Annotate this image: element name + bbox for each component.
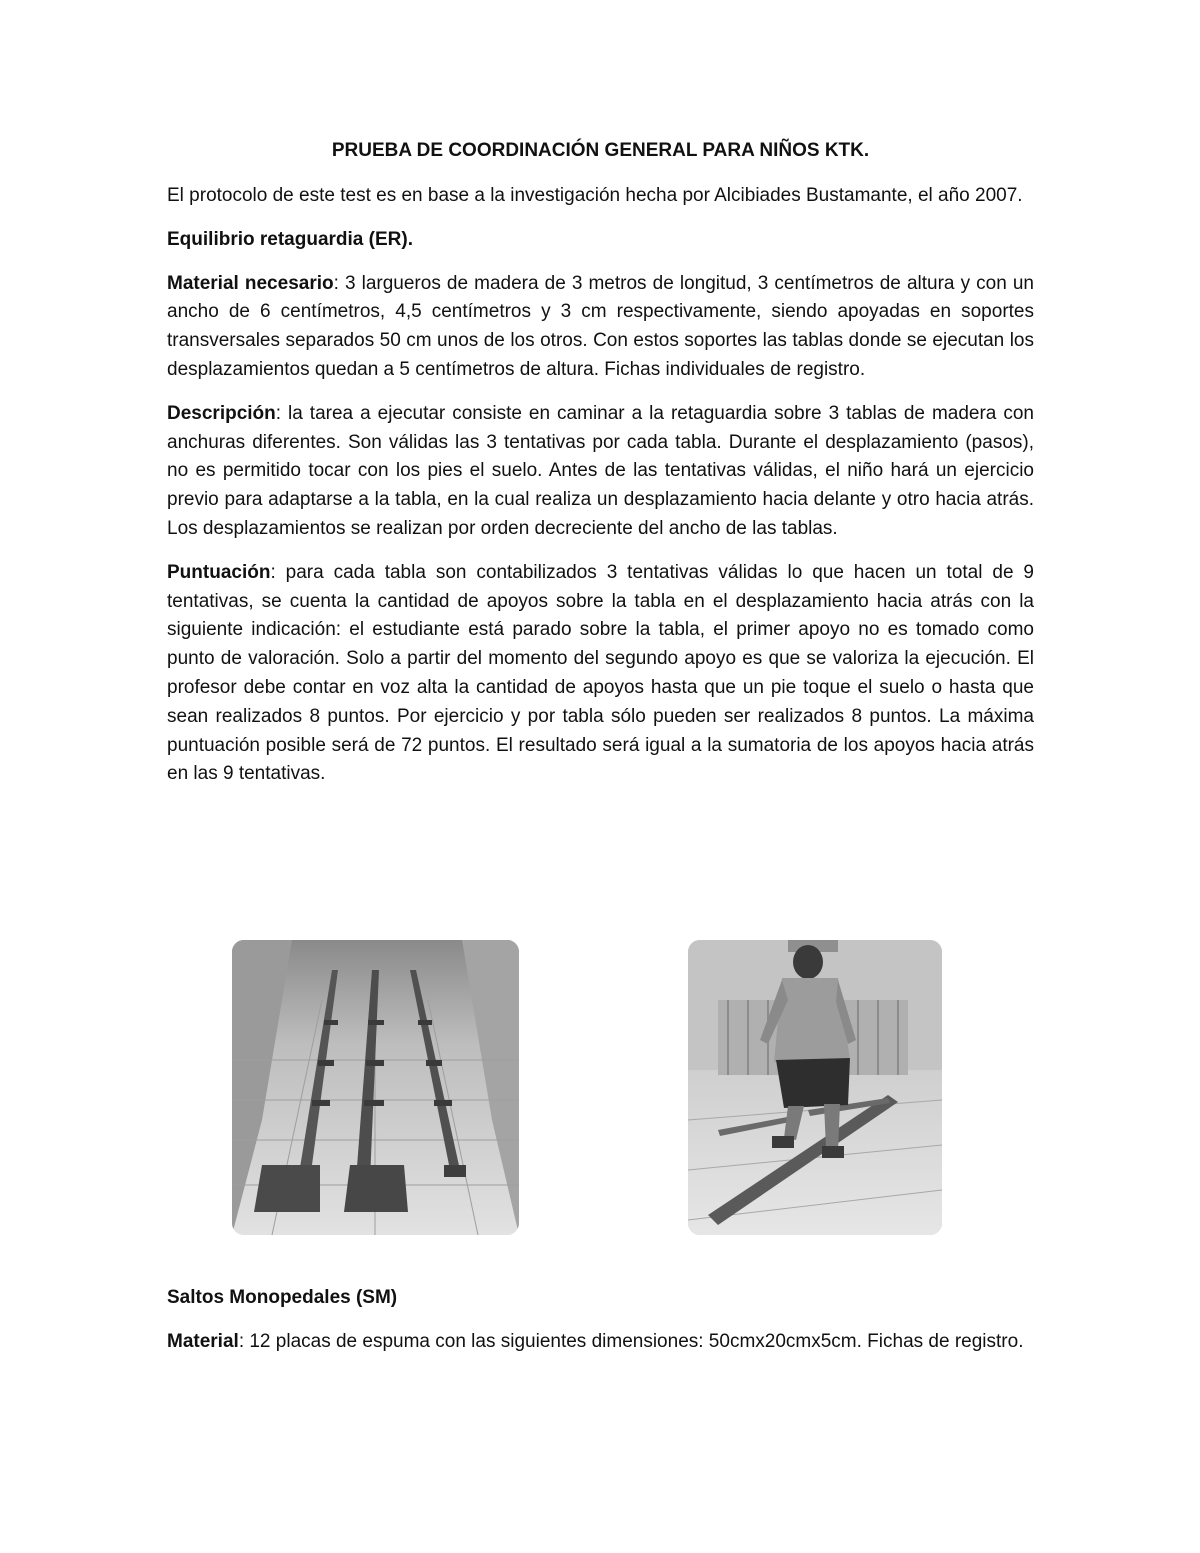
- description-text: : la tarea a ejecutar consiste en caminar a la retaguardia sobre 3 tablas de madera con anchuras diferentes. Son válidas las 3 tentativas por cada tabla. Durante el desplazamiento (pasos), no es permitido tocar con los pies el suelo. Antes de las tentativas válidas, el niño hará un ejercicio previo para adaptarse a la tabla, en la cual realiza un desplazamiento hacia delante y otro hacia atrás. Los desplazamientos se realizan por orden decreciente del ancho de las tablas.: [167, 402, 1034, 539]
- balance-beams-photo: [232, 940, 519, 1235]
- section-heading-equilibrio: Equilibrio retaguardia (ER).: [167, 228, 413, 250]
- document-title: PRUEBA DE COORDINACIÓN GENERAL PARA NIÑOS KTK.: [331, 140, 870, 161]
- material-label: Material necesario: [167, 272, 334, 294]
- saltos-material-paragraph: [167, 1328, 1034, 1357]
- document-body: [167, 136, 1034, 804]
- description-paragraph: [167, 400, 1034, 544]
- saltos-material-label: Material: [167, 1330, 239, 1352]
- section-heading-saltos: Saltos Monopedales (SM): [167, 1287, 398, 1308]
- intro-paragraph: El protocolo de este test es en base a la investigación hecha por Alcibiades Bustamante, el año 2007.: [167, 185, 1023, 206]
- saltos-material-text: : 12 placas de espuma con las siguientes dimensiones: 50cmx20cmx5cm. Fichas de registro.: [238, 1330, 1024, 1352]
- score-text: : para cada tabla son contabilizados 3 tentativas válidas lo que hacen un total de 9 tentativas, se cuenta la cantidad de apoyos sobre la tabla en el desplazamiento hacia atrás con la siguiente indicación: el estudiante está parado sobre la tabla, el primer apoyo no es tomado como punto de valoración. Solo a partir del momento del segundo apoyo es que se valoriza la ejecución. El profesor debe contar en voz alta la cantidad de apoyos hasta que un pie toque el suelo o hasta que sean realizados 8 puntos. Por ejercicio y por tabla sólo pueden ser realizados 8 puntos. La máxima puntuación posible será de 72 puntos. El resultado será igual a la sumatoria de los apoyos hacia atrás en las 9 tentativas.: [167, 561, 1034, 785]
- description-label: Descripción: [167, 402, 276, 424]
- photo-row: [232, 940, 942, 1237]
- material-text: : 3 largueros de madera de 3 metros de longitud, 3 centímetros de altura y con un ancho de 6 centímetros, 4,5 centímetros y 3 cm respectivamente, siendo apoyadas en soportes transversales separados 50 cm unos de los otros. Con estos soportes las tablas donde se ejecutan los desplazamientos quedan a 5 centímetros de altura. Fichas individuales de registro.: [167, 272, 1034, 380]
- material-paragraph: [167, 270, 1034, 385]
- child-walking-photo: [688, 940, 942, 1235]
- section-saltos: [167, 1284, 1034, 1372]
- score-label: Puntuación: [167, 561, 271, 583]
- balance-beams-image: [232, 940, 519, 1235]
- score-paragraph: [167, 559, 1034, 789]
- child-walking-image: [688, 940, 942, 1235]
